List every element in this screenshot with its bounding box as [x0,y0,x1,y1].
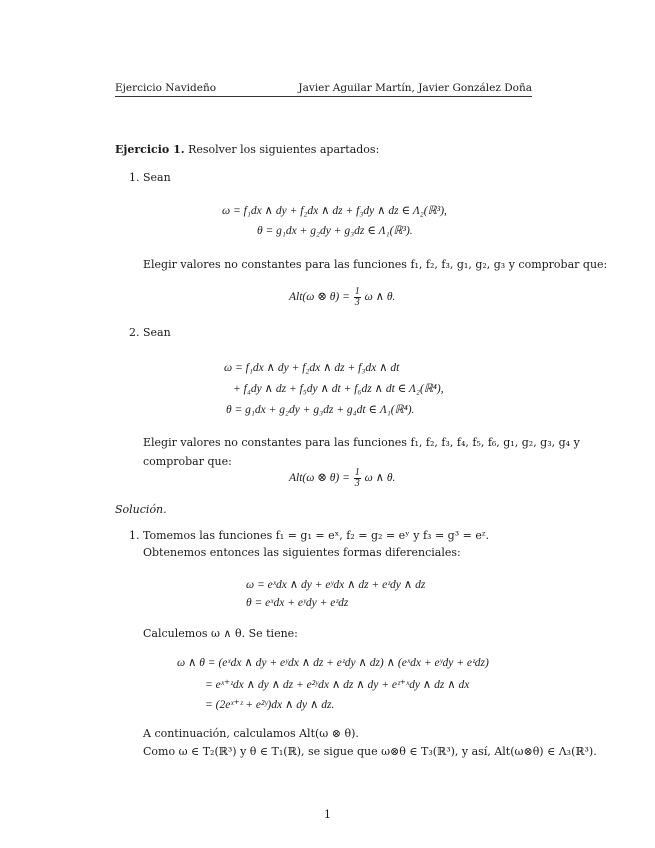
page-number: 1 [324,808,331,821]
solution-wedge-line3: = (2eˣ⁺ᶻ + e²ʸ)dx ∧ dy ∧ dz. [205,699,335,711]
header-left: Ejercicio Navideño [115,82,217,94]
solution-tensor-statement: Como ω ∈ T₂(ℝ³) y θ ∈ T₁(ℝ), se sigue que ω⊗θ ∈ T₃(ℝ³), y así, Alt(ω⊗θ) ∈ Λ₃(ℝ³). [143,745,597,758]
fraction-one-third [354,468,361,489]
alt-lhs: Alt(ω ⊗ θ) = [289,291,350,304]
solution-take-functions: Tomemos las funciones f₁ = g₁ = eˣ, f₂ = g₂ = eʸ y f₃ = g³ = eᶻ. [143,529,489,542]
fraction-one-third [354,287,361,308]
item1-sean: Sean [143,171,171,184]
item2-alt-formula [289,468,395,489]
solution-obtain-forms: Obtenemos entonces las siguientes formas diferenciales: [143,546,461,559]
item2-choose-text-a: Elegir valores no constantes para las funciones f₁, f₂, f₃, f₄, f₅, f₆, g₁, g₂, g₃, g₄ y [143,436,580,449]
item2-omega-eq-line2: + f₄dy ∧ dz + f₅dy ∧ dt + f₆dz ∧ dt ∈ Λ₂(ℝ⁴), [233,383,444,395]
fraction-denominator: 3 [354,297,360,308]
item2-theta-eq: θ = g₁dx + g₂dy + g₃dz + g₄dt ∈ Λ₁(ℝ⁴). [226,404,415,416]
item1-theta-eq: θ = g₁dx + g₂dy + g₃dz ∈ Λ₁(ℝ³). [257,225,413,237]
solution-wedge-line1: ω ∧ θ = (eˣdx ∧ dy + eʸdx ∧ dz + eᶻdy ∧ dz) ∧ (eˣdx + eʸdy + eᶻdz) [177,657,489,669]
solution-calculate-wedge: Calculemos ω ∧ θ. Se tiene: [143,627,298,640]
item2-sean: Sean [143,326,171,339]
alt-rhs: ω ∧ θ. [364,291,396,304]
solution-item1-number: 1. [129,529,140,542]
item1-omega-eq: ω = f₁dx ∧ dy + f₂dx ∧ dz + f₃dy ∧ dz ∈ Λ₂(ℝ³), [222,205,447,217]
exercise-heading [115,143,379,156]
exercise-intro: Resolver los siguientes apartados: [188,143,380,156]
solution-theta-eq: θ = eˣdx + eʸdy + eᶻdz [246,597,349,609]
solution-wedge-line2: = eˣ⁺ᶻdx ∧ dy ∧ dz + e²ʸdx ∧ dz ∧ dy + eᶻ⁺ˣdy ∧ dz ∧ dx [205,679,470,691]
alt-lhs: Alt(ω ⊗ θ) = [289,472,350,485]
header-right: Javier Aguilar Martín, Javier González Doña [298,82,532,94]
solution-title: Solución. [115,503,167,516]
alt-rhs: ω ∧ θ. [364,472,396,485]
item2-omega-eq-line1: ω = f₁dx ∧ dy + f₂dx ∧ dz + f₃dx ∧ dt [224,362,400,374]
item2-number: 2. [129,326,140,339]
solution-omega-eq: ω = eˣdx ∧ dy + eʸdx ∧ dz + eᶻdy ∧ dz [246,579,426,591]
fraction-denominator: 3 [354,478,360,489]
solution-continue: A continuación, calculamos Alt(ω ⊗ θ). [143,727,359,740]
item1-choose-text: Elegir valores no constantes para las funciones f₁, f₂, f₃, g₁, g₂, g₃ y comprobar que: [143,258,608,271]
fraction-numerator: 1 [354,286,360,297]
item2-choose-text-b: comprobar que: [143,455,232,468]
exercise-title: Ejercicio 1. [115,143,185,156]
item1-alt-formula [289,287,395,308]
header-rule [115,96,532,97]
fraction-numerator: 1 [354,467,360,478]
item1-number: 1. [129,171,140,184]
